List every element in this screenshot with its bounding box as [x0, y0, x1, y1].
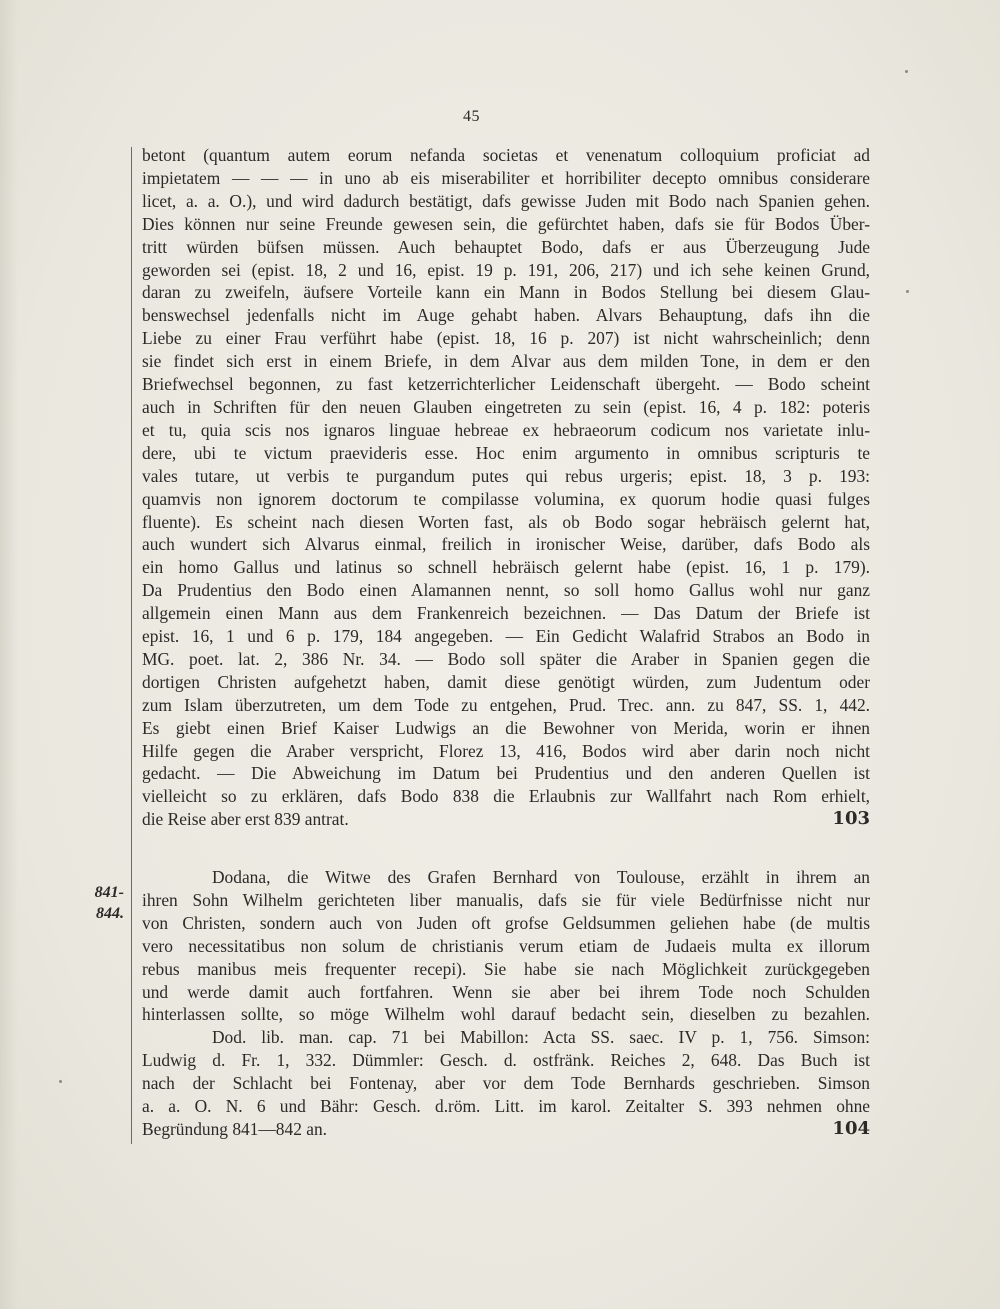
text-line: a. a. O. N. 6 und Bähr: Gesch. d.röm. Litt. im karol. Zeitalter S. 393 nehmen ohne — [142, 1096, 870, 1117]
text-line: Da Prudentius den Bodo einen Alamannen nennt, so soll homo Gallus wohl nur ganz — [142, 580, 870, 601]
text-line: geworden sei (epist. 18, 2 und 16, epist. 19 p. 191, 206, 217) und ich sehe keinen Grund, — [142, 259, 870, 280]
text-line: et tu, quia scis nos ignaros linguae hebreae ex hebraeorum codicum nos varietate inlu- — [142, 419, 870, 440]
text-line: impietatem — — — in uno ab eis miserabiliter et horribiliter decepto omnibus considerare — [142, 167, 870, 188]
text-line: auch in Schriften für den neuen Glauben eingetreten zu sein (epist. 16, 4 p. 182: poteris — [142, 396, 870, 417]
text-line: tritt würden büfsen müssen. Auch behauptet Bodo, dafs er aus Überzeugung Jude — [142, 236, 870, 257]
text-line: allgemein einen Mann aus dem Frankenreich bezeichnen. — Das Datum der Briefe ist — [142, 603, 870, 624]
text-line: betont (quantum autem eorum nefanda societas et venenatum colloquium proficiat ad — [142, 145, 870, 165]
text-line: sie findet sich erst in einem Briefe, in dem Alvar aus dem milden Tone, in dem er den — [142, 351, 870, 372]
text-line: auch wundert sich Alvarus einmal, freilich in ironischer Weise, darüber, dafs Bodo als — [142, 534, 870, 555]
text-line: und werde damit auch fortfahren. Wenn sie aber bei ihrem Tode noch Schulden — [142, 981, 870, 1002]
text-line: fluente). Es scheint nach diesen Worten fast, als ob Bodo sogar hebräisch gelernt hat, — [142, 511, 870, 532]
text-line: Es giebt einen Brief Kaiser Ludwigs an die Bewohner von Merida, worin er ihnen — [142, 717, 870, 738]
entry-104 — [142, 866, 870, 1141]
text-line: Liebe zu einer Frau verführt habe (epist. 18, 16 p. 207) ist nicht wahrscheinlich; denn — [142, 328, 870, 349]
page-number: 45 — [463, 108, 480, 125]
text-line: MG. poet. lat. 2, 386 Nr. 34. — Bodo soll später die Araber in Spanien gegen die — [142, 648, 870, 669]
margin-rule — [131, 147, 132, 1144]
text-line: dortigen Christen aufgehetzt haben, damit diese genötigt würden, zum Judentum oder — [142, 671, 870, 692]
margin-date-note: 841-844. — [94, 884, 124, 922]
entry-103 — [142, 144, 870, 831]
text-line: Ludwig d. Fr. 1, 332. Dümmler: Gesch. d. ostfränk. Reiches 2, 648. Das Buch ist — [142, 1050, 870, 1071]
text-line: zum Islam überzutreten, um dem Tode zu entgehen, Prud. Trec. ann. zu 847, SS. 1, 442. — [142, 694, 870, 715]
page-edge-shadow — [0, 0, 18, 1309]
entry-number: 103 — [832, 808, 870, 830]
text-line: gedacht. — Die Abweichung im Datum bei Prudentius und den anderen Quellen ist — [142, 763, 870, 784]
text-line: Briefwechsel begonnen, zu fast ketzerrichterlicher Leidenschaft übergeht. — Bodo scheint — [142, 374, 870, 395]
text-line: Dodana, die Witwe des Grafen Bernhard von Toulouse, erzählt in ihrem an — [212, 867, 870, 887]
text-line: rebus manibus meis frequenter recepi). Sie habe sie nach Möglichkeit zurückgegeben — [142, 958, 870, 979]
text-line: vielleicht so zu erklären, dafs Bodo 838 die Erlaubnis zur Wallfahrt nach Rom erhielt, — [142, 786, 870, 807]
entry-number: 104 — [832, 1117, 870, 1139]
paper-speck — [59, 1080, 62, 1083]
paper-speck — [906, 290, 909, 293]
text-line: benswechsel jedenfalls nicht im Auge gehabt haben. Alvars Behauptung, dafs ihn die — [142, 305, 870, 326]
text-line: daran zu zweifeln, äufsere Vorteile kann ein Mann in Bodos Stellung bei diesem Glau- — [142, 282, 870, 303]
text-line: quamvis non ignorem doctorum te compilasse volumina, ex quorum hodie quasi fulges — [142, 488, 870, 509]
text-line: nach der Schlacht bei Fontenay, aber vor dem Tode Bernhards geschrieben. Simson — [142, 1073, 870, 1094]
text-line: Begründung 841—842 an. — [142, 1118, 327, 1139]
text-line: ihren Sohn Wilhelm gerichteten liber manualis, dafs sie für viele Bedürfnisse nicht nur — [142, 889, 870, 910]
text-line: vales tutare, ut verbis te purgandum putes qui rebus urgeris; epist. 18, 3 p. 193: — [142, 465, 870, 486]
text-line: ein homo Gallus und latinus so schnell hebräisch gelernt habe (epist. 16, 1 p. 179). — [142, 557, 870, 578]
text-line: die Reise aber erst 839 antrat. — [142, 809, 349, 830]
text-line: hinterlassen sollte, so möge Wilhelm wohl darauf bedacht sein, dieselben zu bezahlen. — [142, 1004, 870, 1025]
text-line: dere, ubi te victum praevideris esse. Hoc enim argumento in omnibus scripturis te — [142, 442, 870, 463]
text-line: Hilfe gegen die Araber verspricht, Florez 13, 416, Bodos wird aber darin noch nicht — [142, 740, 870, 761]
text-line: Dies können nur seine Freunde gewesen sein, die gefürchtet haben, dafs sie für Bodos Über- — [142, 213, 870, 234]
text-line: Dod. lib. man. cap. 71 bei Mabillon: Acta SS. saec. IV p. 1, 756. Simson: — [212, 1027, 870, 1048]
text-line: epist. 16, 1 und 6 p. 179, 184 angegeben. — Ein Gedicht Walafrid Strabos an Bodo in — [142, 626, 870, 647]
text-line: vero necessitatibus non solum de christianis verum etiam de Judaeis multa ex illorum — [142, 935, 870, 956]
text-line: licet, a. a. O.), und wird dadurch bestätigt, dafs gewisse Juden mit Bodo nach Spanien gehen. — [142, 190, 870, 211]
text-line: von Christen, sondern auch von Juden oft grofse Geldsummen geliehen habe (de multis — [142, 912, 870, 933]
paper-speck — [905, 70, 908, 73]
